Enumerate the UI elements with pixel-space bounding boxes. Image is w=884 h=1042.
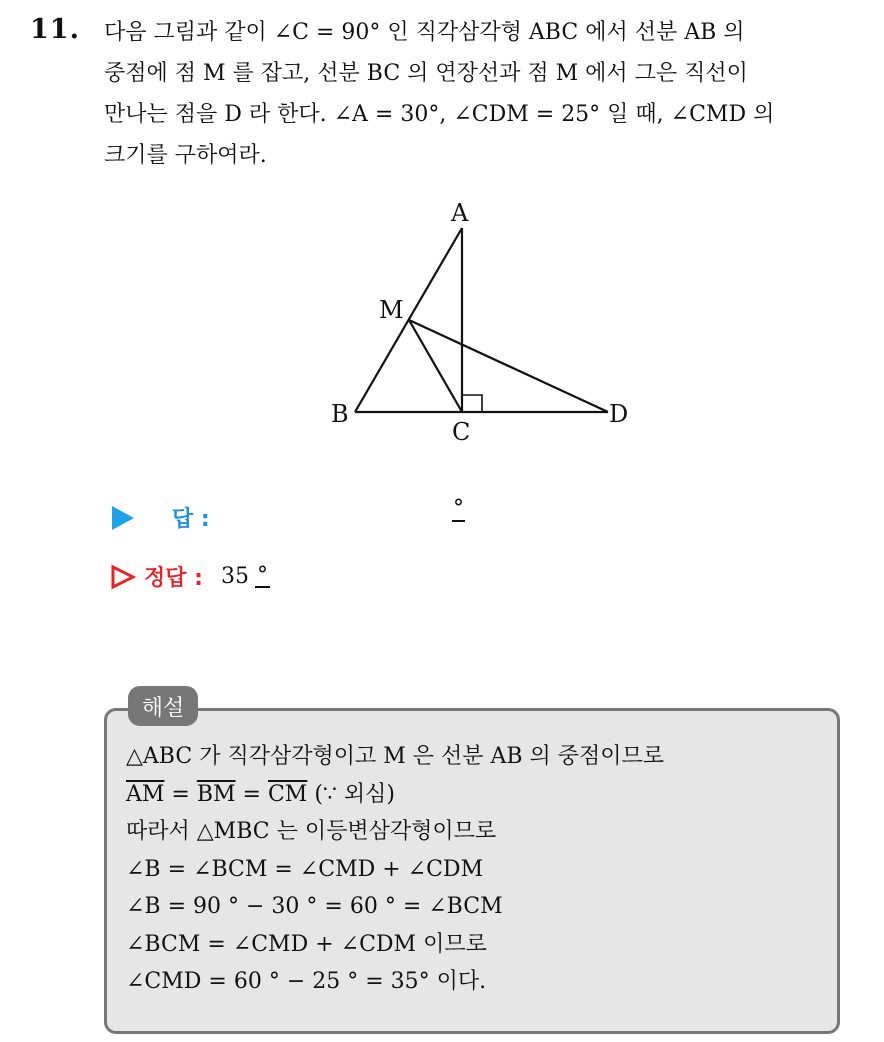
equals: = <box>164 781 197 807</box>
answer-row <box>112 502 210 533</box>
outline-triangle-icon <box>110 564 136 590</box>
question-line: 중점에 점 M 를 잡고, 선분 BC 의 연장선과 점 M 에서 그은 직선이 <box>104 61 748 86</box>
question-line: 만나는 점을 D 라 한다. ∠A = 30°, ∠CDM = 25° 일 때, ∠CMD 의 <box>104 102 775 127</box>
solution-line: ∠BCM = ∠CMD + ∠CDM 이므로 <box>126 931 487 957</box>
overline-bm: $\overline{BM}$ <box>196 781 236 807</box>
solution-line: △ABC 가 직각삼각형이고 M 은 선분 AB 의 중점이므로 <box>126 744 665 769</box>
solution-line: 따라서 △MBC 는 이등변삼각형이므로 <box>126 819 497 844</box>
label-b: B <box>331 400 349 428</box>
segment-md <box>409 320 608 412</box>
solution-tab: 해설 <box>128 686 198 726</box>
correct-row <box>110 561 270 592</box>
label-m: M <box>379 296 404 324</box>
correct-unit: ° <box>256 562 268 588</box>
answer-label: 답 : <box>172 507 210 532</box>
equals: = <box>235 781 268 807</box>
answer-blank[interactable]: ° <box>453 496 464 521</box>
label-c: C <box>452 418 471 446</box>
play-marker-icon <box>112 506 134 530</box>
label-a: A <box>451 199 469 227</box>
correct-label: 정답 : <box>144 566 203 591</box>
solution-line: ∠CMD = 60 ° − 25 ° = 35° 이다. <box>126 969 487 994</box>
overline-am: $\overline{AM}$ <box>126 781 165 807</box>
solution-line: ∠B = ∠BCM = ∠CMD + ∠CDM <box>126 856 484 882</box>
question-number: 11. <box>30 14 80 45</box>
solution-line <box>126 776 664 814</box>
solution-line: ∠B = 90 ° − 30 ° = 60 ° = ∠BCM <box>126 894 503 919</box>
overline-cm: $\overline{CM}$ <box>267 781 308 807</box>
segment-mc <box>409 320 462 412</box>
question-line: 크기를 구하여라. <box>104 143 267 168</box>
correct-value: 35 <box>220 564 249 589</box>
solution-text <box>126 738 664 1001</box>
label-d: D <box>609 400 629 428</box>
reason: (∵ 외심) <box>307 781 395 807</box>
right-angle-mark <box>462 395 482 412</box>
question-line: 다음 그림과 같이 ∠C = 90° 인 직각삼각형 ABC 에서 선분 AB 의 <box>104 20 745 45</box>
